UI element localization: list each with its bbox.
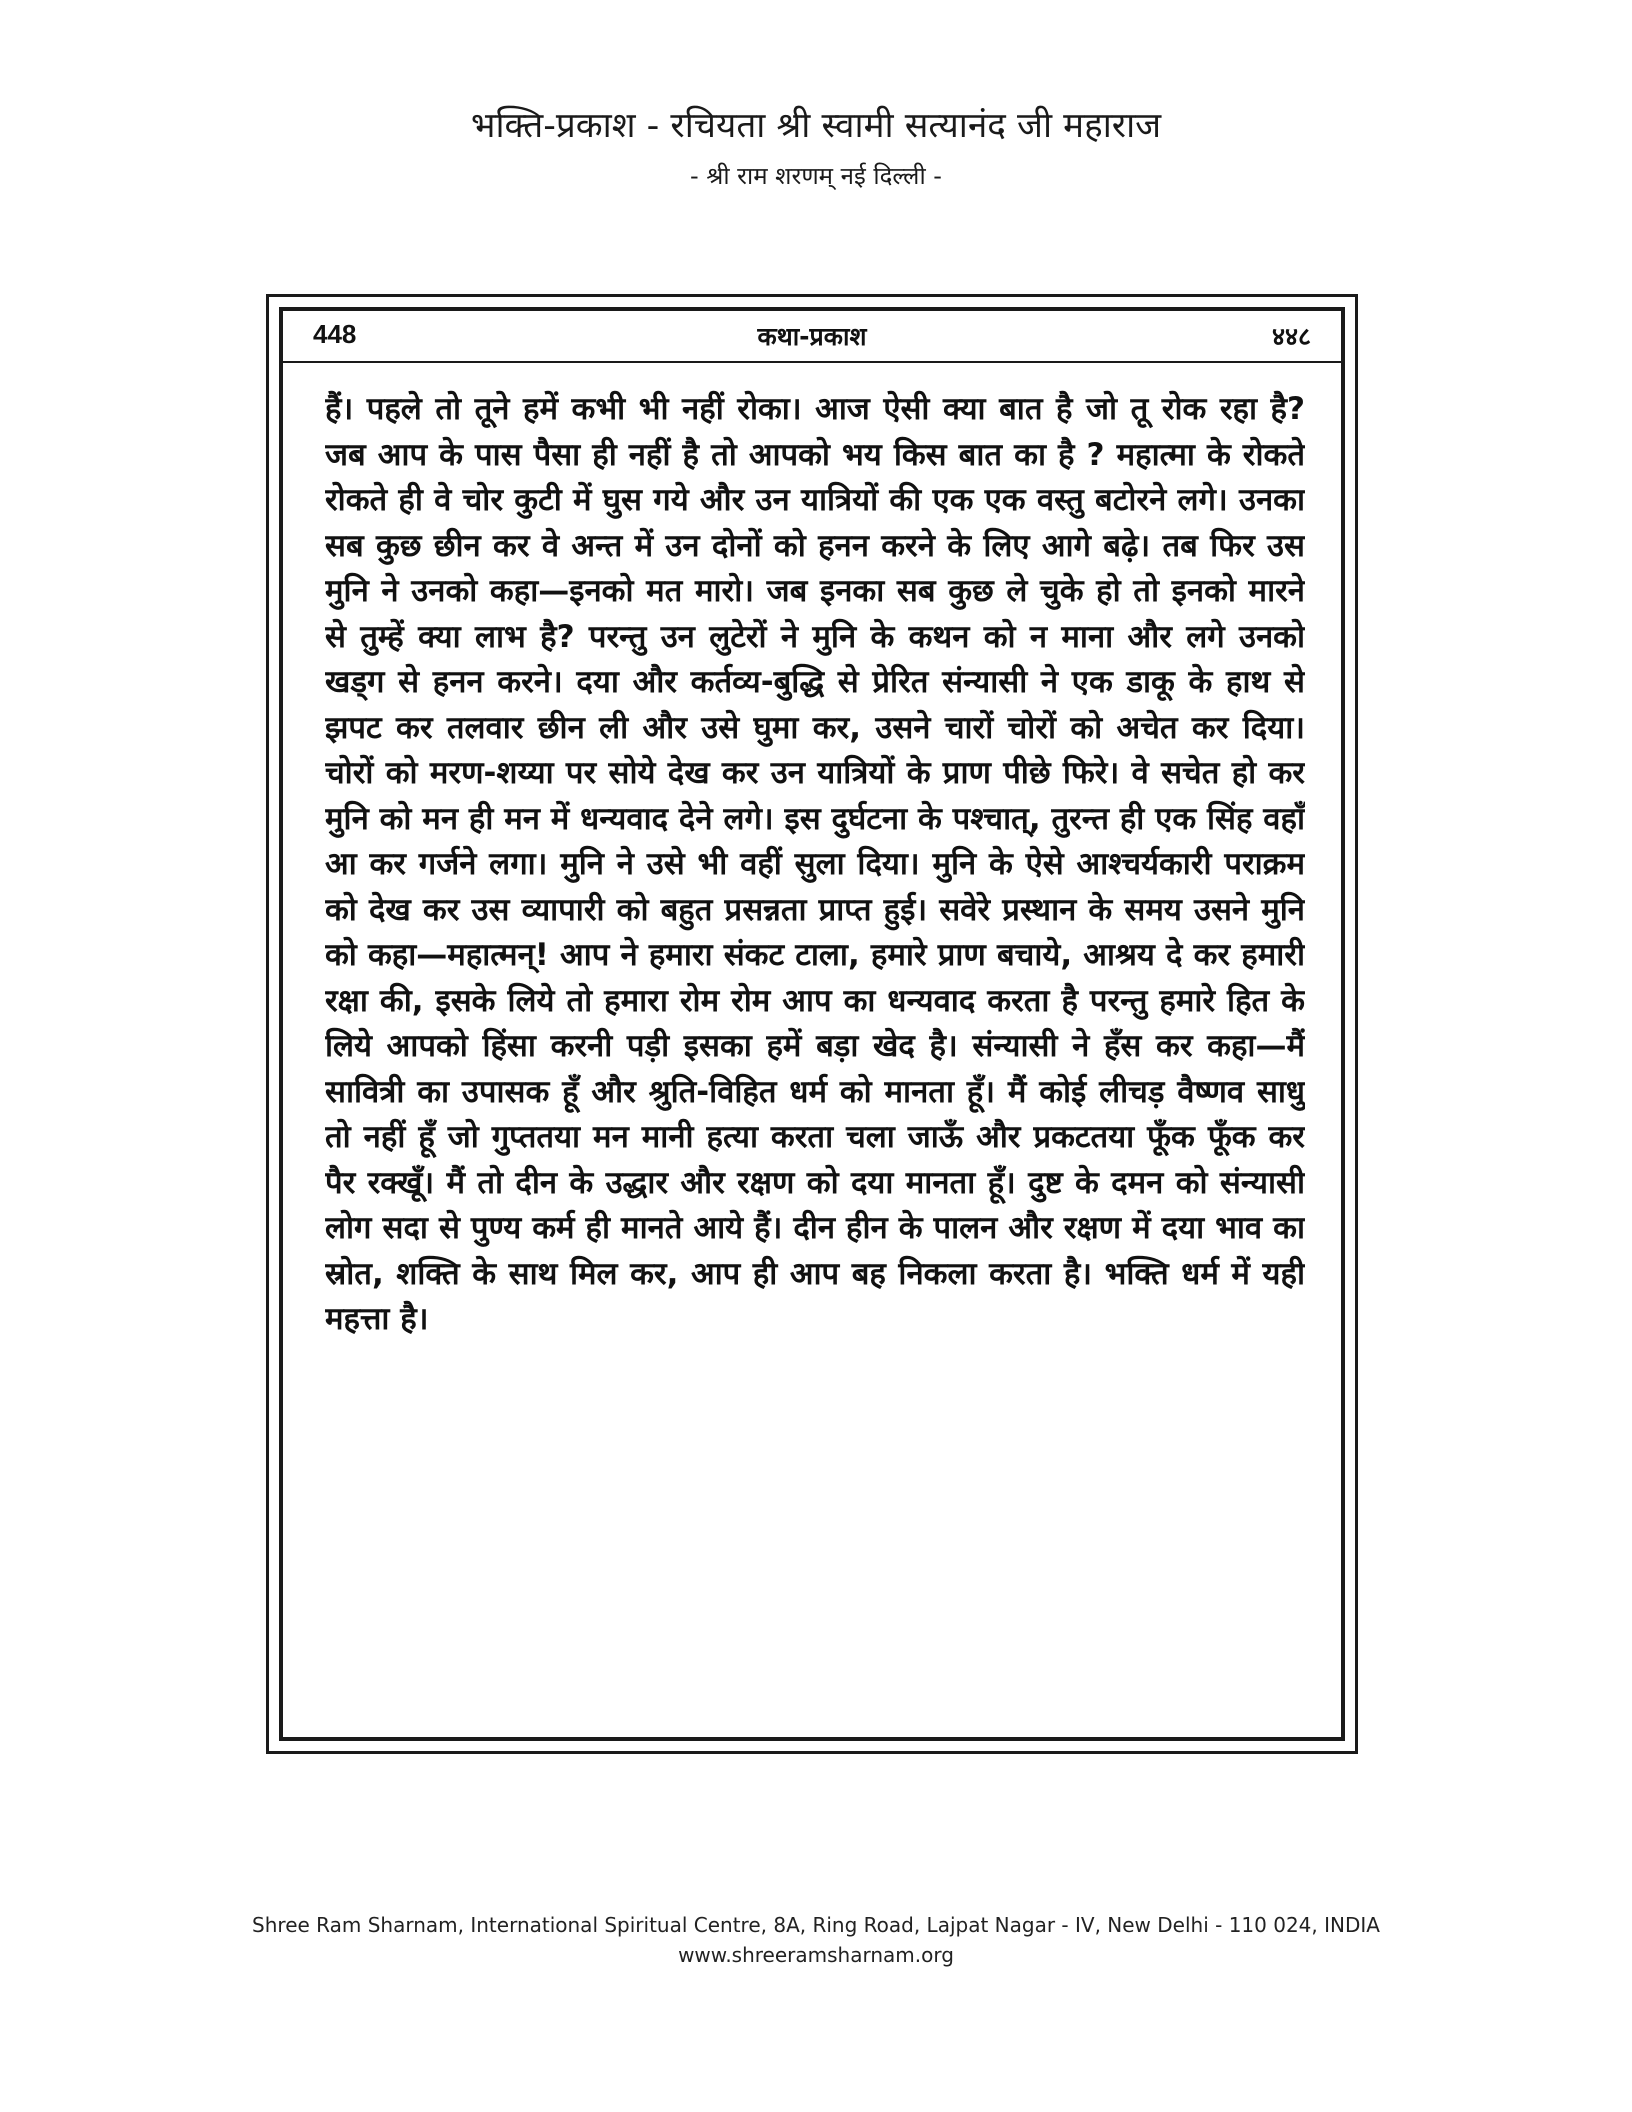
page-number-devanagari: ४४८ [1271, 322, 1311, 351]
book-title: भक्ति-प्रकाश - रचियता श्री स्वामी सत्यानंद जी महाराज [470, 106, 1162, 146]
page-header [0, 100, 1632, 196]
page-footer [0, 1910, 1632, 1970]
page-number: 448 [313, 319, 357, 349]
running-head [283, 311, 1341, 363]
publisher-subtitle: - श्री राम शरणम् नई दिल्ली - [690, 162, 942, 190]
footer-website: www.shreeramsharnam.org [678, 1943, 954, 1967]
page-frame-inner [279, 307, 1345, 1741]
section-title: कथा-प्रकाश [757, 322, 867, 351]
footer-address: Shree Ram Sharnam, International Spiritual Centre, 8A, Ring Road, Lajpat Nagar - IV, New Delhi - 110 024, INDIA [252, 1913, 1380, 1937]
page-frame-outer [266, 294, 1358, 1754]
body-paragraph: हैं। पहले तो तूने हमें कभी भी नहीं रोका। आज ऐसी क्या बात है जो तू रोक रहा है? जब आप के पास पैसा ही नहीं है तो आपको भय किस बात का है ? महात्मा के रोकते रोकते ही वे चोर कुटी में घुस गये और उन यात्रियों की एक एक वस्तु बटोरने लगे। उनका सब कुछ छीन कर वे अन्त में उन दोनों को हनन करने के लिए आगे बढ़े। तब फिर उस मुनि ने उनको कहा—इनको मत मारो। जब इनका सब कुछ ले चुके हो तो इनको मारने से तुम्हें क्या लाभ है? परन्तु उन लुटेरों ने मुनि के कथन को न माना और लगे उनको खड्ग से हनन करने। दया और कर्तव्य-बुद्धि से प्रेरित संन्यासी ने एक डाकू के हाथ से झपट कर तलवार छीन ली और उसे घुमा कर, उसने चारों चोरों को अचेत कर दिया। चोरों को मरण-शय्या पर सोये देख कर उन यात्रियों के प्राण पीछे फिरे। वे सचेत हो कर मुनि को मन ही मन में धन्यवाद देने लगे। इस दुर्घटना के पश्चात्, तुरन्त ही एक सिंह वहाँ आ कर गर्जने लगा। मुनि ने उसे भी वहीं सुला दिया। मुनि के ऐसे आश्चर्यकारी पराक्रम को देख कर उस व्यापारी को बहुत प्रसन्नता प्राप्त हुई। सवेरे प्रस्थान के समय उसने मुनि को कहा—महात्मन्! आप ने हमारा संकट टाला, हमारे प्राण बचाये, आश्रय दे कर हमारी रक्षा की, इसके लिये तो हमारा रोम रोम आप का धन्यवाद करता है परन्तु हमारे हित के लिये आपको हिंसा करनी पड़ी इसका हमें बड़ा खेद है। संन्यासी ने हँस कर कहा—मैं सावित्री का उपासक हूँ और श्रुति-विहित धर्म को मानता हूँ। मैं कोई लीचड़ वैष्णव साधु तो नहीं हूँ जो गुप्ततया मन मानी हत्या करता चला जाऊँ और प्रकटतया फूँक फूँक कर पैर रक्खूँ। मैं तो दीन के उद्धार और रक्षण को दया मानता हूँ। दुष्ट के दमन को संन्यासी लोग सदा से पुण्य कर्म ही मानते आये हैं। दीन हीन के पालन और रक्षण में दया भाव का स्रोत, शक्ति के साथ मिल कर, आप ही आप बह निकला करता है। भक्ति धर्म में यही महत्ता है। [325, 391, 1305, 1337]
